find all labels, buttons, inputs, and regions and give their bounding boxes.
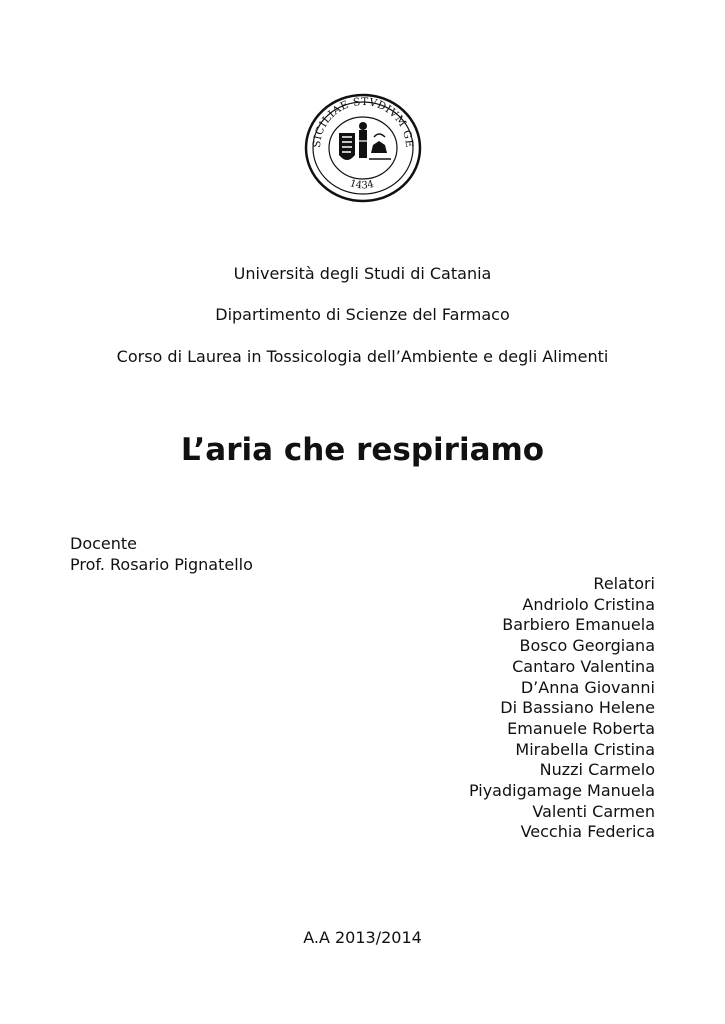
academic-year: A.A 2013/2014 <box>303 928 422 947</box>
docente-block <box>70 533 253 575</box>
relatore-name: Andriolo Cristina <box>522 594 655 614</box>
relatore-name: Vecchia Federica <box>520 822 655 842</box>
svg-text:1434: 1434 <box>348 178 375 192</box>
relatore-name: Di Bassiano Helene <box>500 698 655 718</box>
department-name: Dipartimento di Scienze del Farmaco <box>215 305 510 324</box>
relatore-name: Valenti Carmen <box>532 801 655 821</box>
course-name: Corso di Laurea in Tossicologia dell’Ambiente e degli Alimenti <box>116 347 609 366</box>
docente-name: Prof. Rosario Pignatello <box>70 555 253 574</box>
relatore-name: Bosco Georgiana <box>519 636 655 656</box>
relatore-name: D’Anna Giovanni <box>520 677 655 697</box>
relatore-name: Piyadigamage Manuela <box>468 781 655 801</box>
university-name: Università degli Studi di Catania <box>233 264 492 283</box>
document-title: L’aria che respiriamo <box>180 432 545 468</box>
relatore-name: Cantaro Valentina <box>512 656 655 676</box>
relatore-name: Barbiero Emanuela <box>502 615 655 635</box>
university-seal-icon <box>303 93 423 203</box>
relatori-block <box>469 574 655 843</box>
docente-label: Docente <box>70 534 138 553</box>
relatori-label: Relatori <box>593 574 655 593</box>
relatore-name: Nuzzi Carmelo <box>539 760 655 780</box>
relatore-name: Emanuele Roberta <box>507 718 655 738</box>
relatore-name: Mirabella Cristina <box>515 739 655 759</box>
svg-text:SICILIAE STVDIVM GENERALE: SICILIAE STVDIVM GE <box>310 95 416 149</box>
